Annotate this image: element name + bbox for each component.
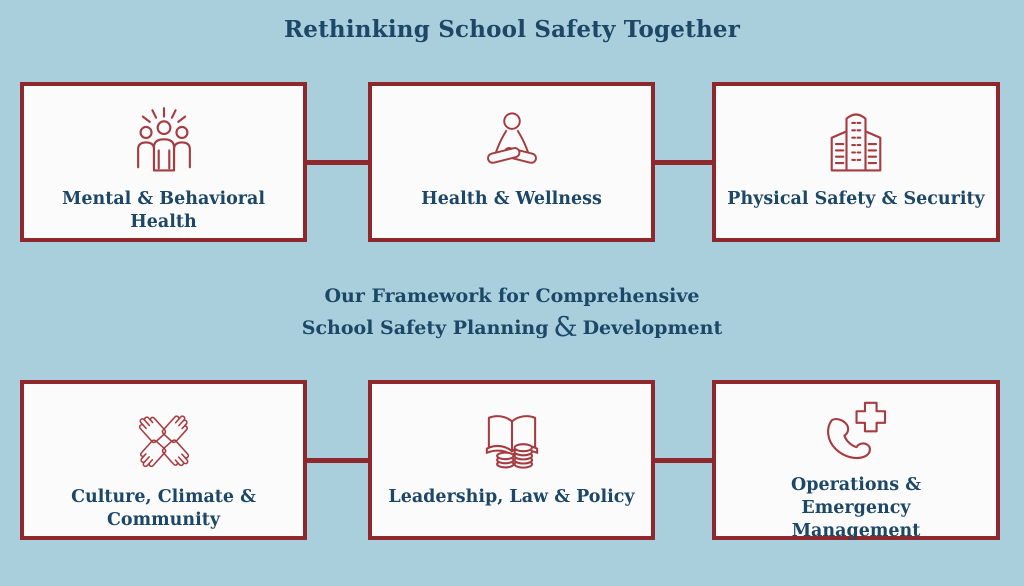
box-mental-behavioral-health [20,82,307,242]
meditation-icon [477,99,547,187]
hands-icon [126,397,202,485]
box-label: Mental & Behavioral Health [62,189,265,232]
group-people-icon [126,99,202,187]
box-culture-climate-community [20,380,307,540]
box-health-wellness [368,82,655,242]
framework-caption-line1: Our Framework for Comprehensive [324,285,700,307]
phone-cross-icon [818,397,894,473]
connector-line [300,160,375,165]
book-coins-icon [475,397,549,485]
connector-line [648,160,718,165]
box-label: Health & Wellness [421,189,602,209]
box-label: Leadership, Law & Policy [388,487,635,507]
connector-line [300,458,375,463]
ampersand: & [553,312,578,343]
framework-caption-line2: School Safety Planning & Development [301,312,723,343]
box-label: Operations & Emergency Management [790,475,922,541]
box-operations-emergency-management [712,380,1000,540]
box-physical-safety-security [712,82,1000,242]
connector-line [648,458,718,463]
page-title: Rethinking School Safety Together [283,16,741,43]
box-label: Culture, Climate & Community [71,487,256,530]
buildings-icon [818,99,894,187]
box-leadership-law-policy [368,380,655,540]
box-label: Physical Safety & Security [727,189,985,209]
framework-caption [0,281,1024,344]
